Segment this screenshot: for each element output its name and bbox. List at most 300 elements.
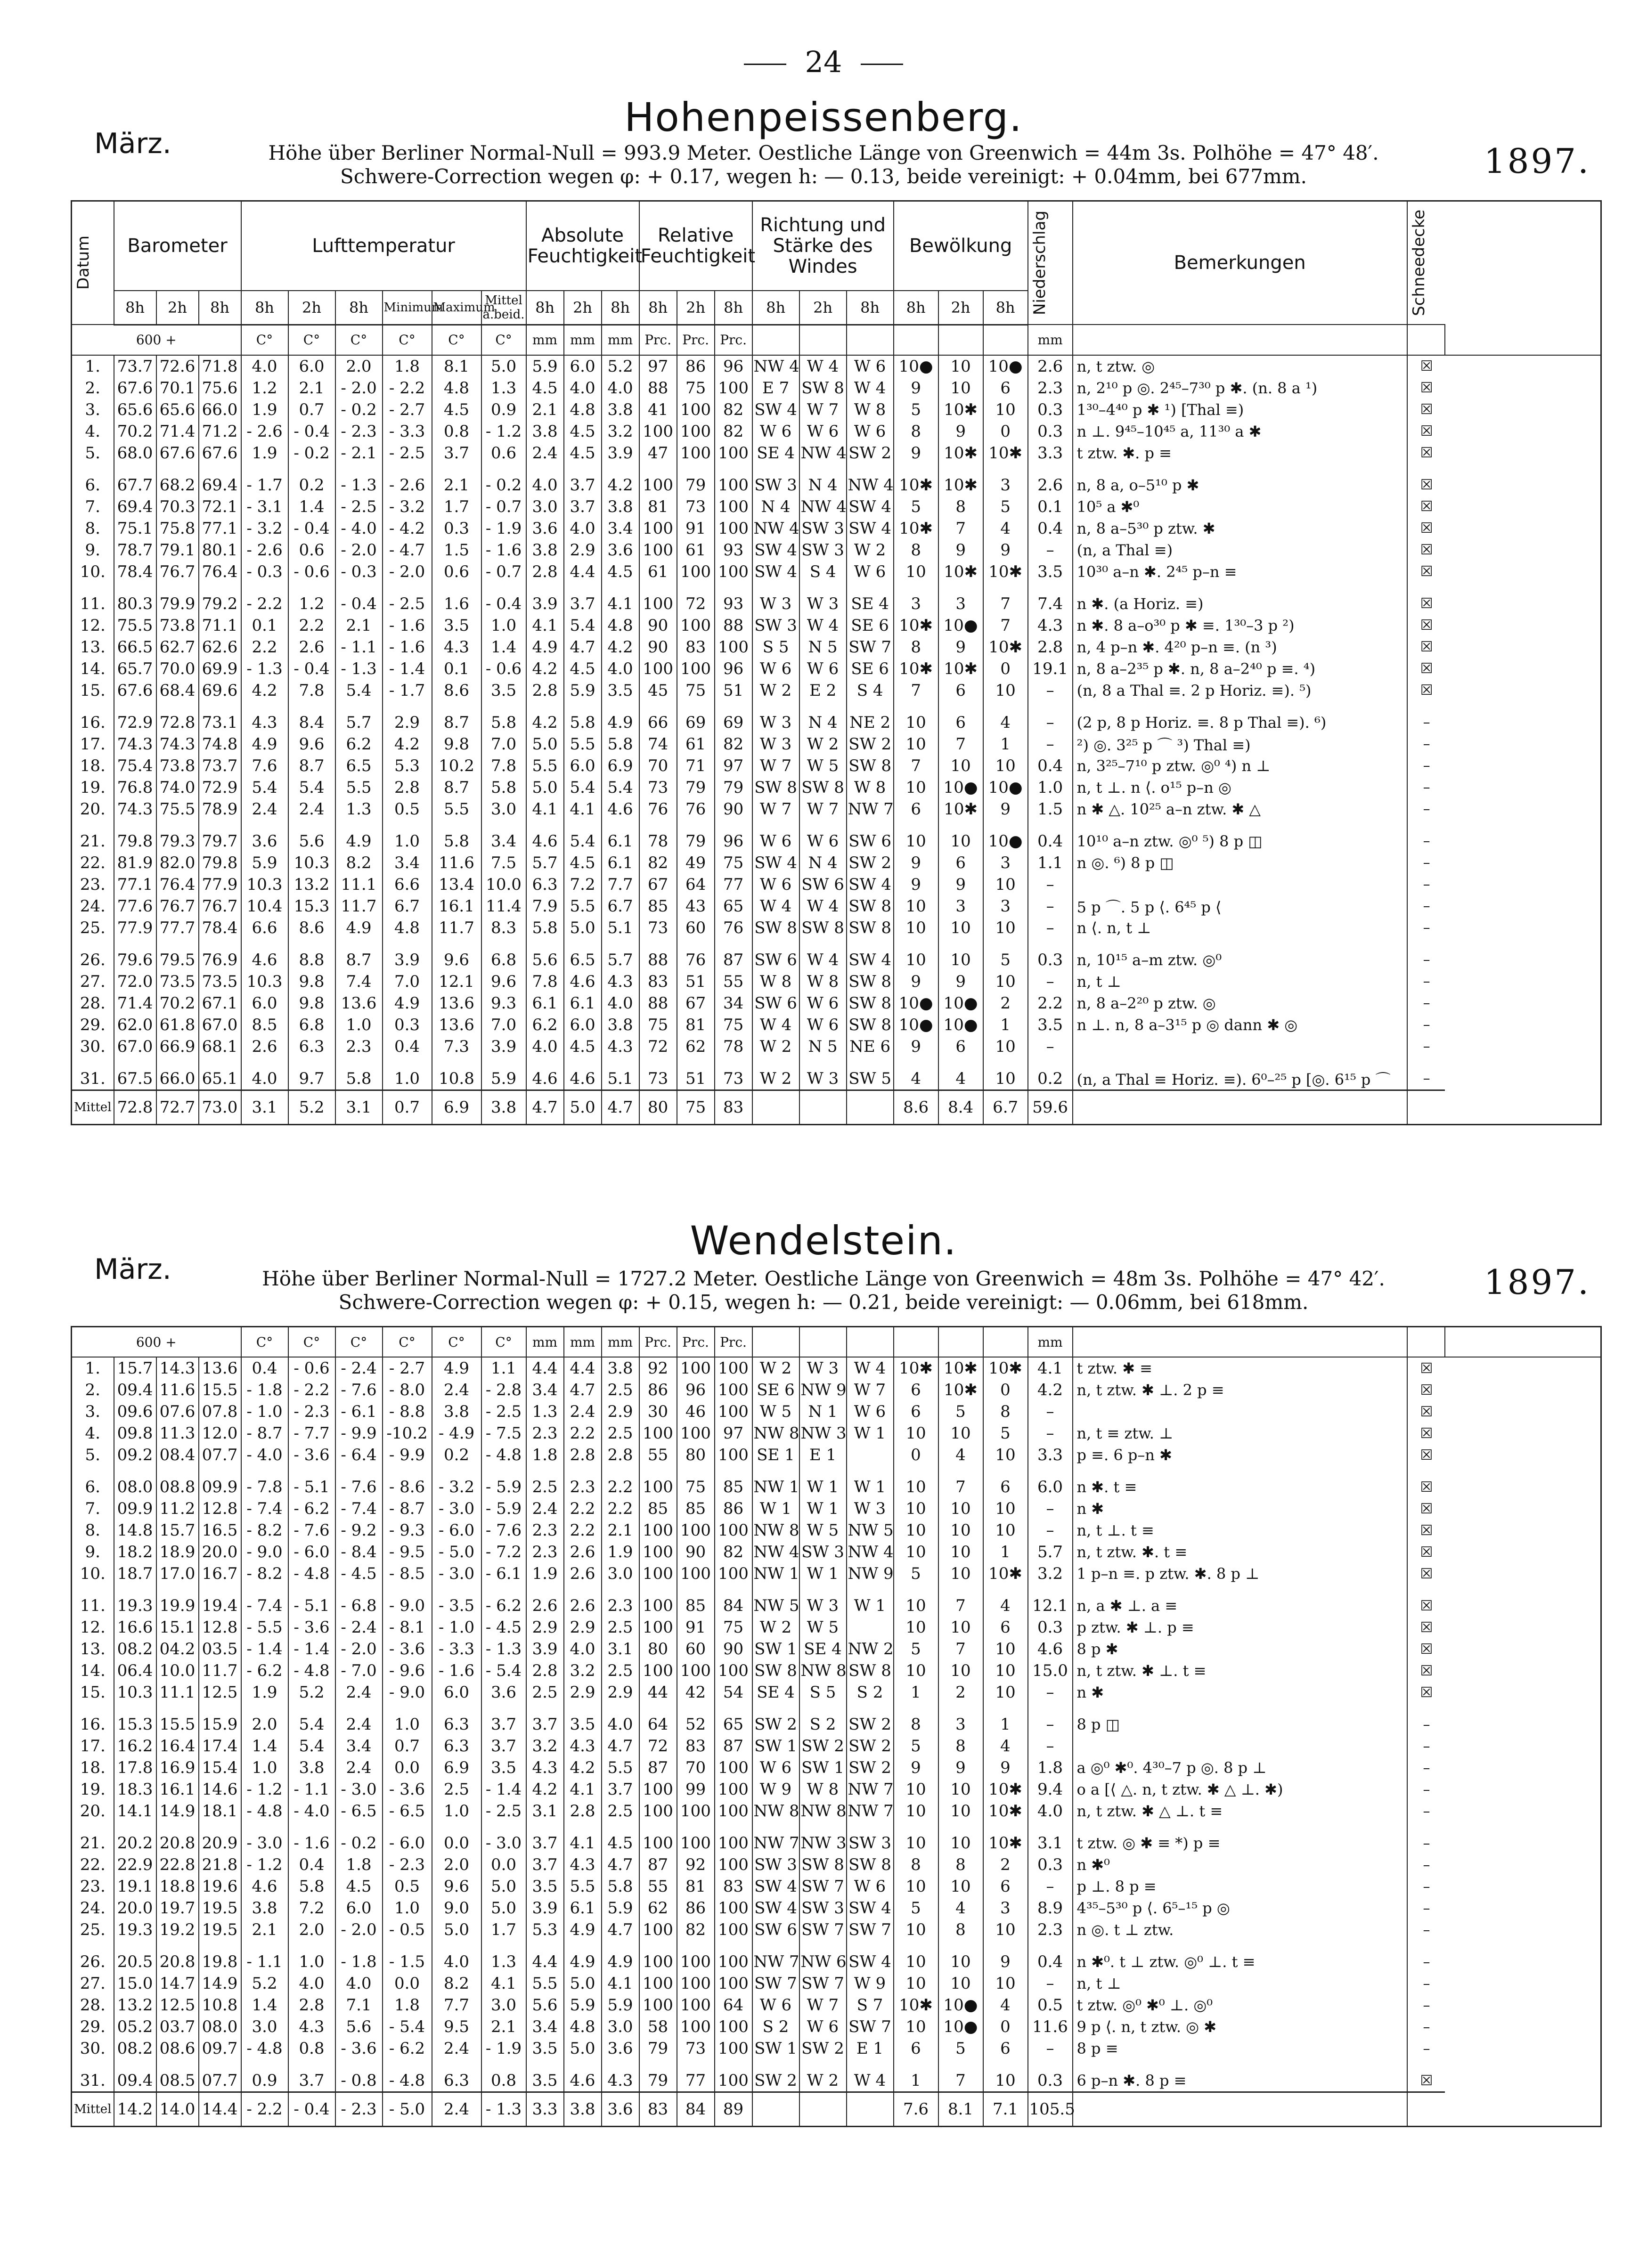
data-cell: W 5	[752, 1401, 799, 1423]
data-cell: W 6	[752, 421, 799, 442]
data-cell: S 2	[847, 1682, 894, 1703]
data-cell: 10✱	[938, 442, 983, 464]
data-cell: 2.9	[602, 1682, 639, 1703]
mean-cell: 83	[639, 2092, 677, 2127]
data-cell: 62	[677, 1036, 715, 1057]
gap-cell	[602, 1822, 639, 1832]
data-cell: 6.8	[288, 1014, 335, 1036]
data-cell: 7.2	[288, 1897, 335, 1919]
data-cell: 5	[894, 1563, 938, 1585]
data-cell: NE 6	[847, 1036, 894, 1057]
gap-cell	[847, 1941, 894, 1951]
data-cell: 2.	[72, 1379, 114, 1401]
data-cell: 8	[894, 539, 938, 561]
data-cell: 4.3	[1028, 615, 1073, 636]
mean-cell: 6.7	[983, 1090, 1028, 1124]
remark-cell: n ✱⁰	[1073, 1854, 1407, 1876]
mean-cell: Mittel	[72, 2092, 114, 2127]
data-cell: 52	[677, 1714, 715, 1735]
gap-cell	[1073, 939, 1407, 949]
data-cell: 82	[715, 421, 752, 442]
gap-cell	[1073, 1057, 1407, 1068]
data-cell: 4.1	[481, 1973, 526, 1994]
data-cell: - 2.0	[335, 1919, 383, 1941]
data-cell: 2.3	[1028, 1919, 1073, 1941]
data-cell: 67.1	[199, 992, 241, 1014]
gap-cell	[752, 2059, 799, 2070]
gap-cell	[1073, 1585, 1407, 1595]
data-cell: 1.8	[526, 1444, 564, 1466]
data-cell: 100	[677, 399, 715, 421]
data-cell: 5.9	[602, 1994, 639, 2016]
gap-cell	[799, 939, 847, 949]
data-cell: SW 8	[752, 777, 799, 798]
data-cell: 65	[715, 1714, 752, 1735]
data-cell: 90	[715, 798, 752, 820]
gap-cell	[114, 1822, 156, 1832]
data-cell: 5.8	[602, 733, 639, 755]
gap-cell	[715, 1585, 752, 1595]
data-cell: 90	[715, 1638, 752, 1660]
data-cell: 12.	[72, 1617, 114, 1638]
data-cell: SW 1	[752, 1638, 799, 1660]
data-cell: 4.0	[335, 1973, 383, 1994]
unit-cell: C°	[241, 1327, 288, 1358]
data-cell: - 1.4	[383, 658, 432, 680]
gap-cell	[894, 464, 938, 474]
data-cell: 2.8	[564, 1444, 602, 1466]
data-cell: 97	[715, 755, 752, 777]
data-cell: - 6.2	[481, 1595, 526, 1617]
data-cell: 3	[894, 593, 938, 615]
data-cell: - 6.1	[481, 1563, 526, 1585]
data-cell: 6	[983, 1617, 1028, 1638]
data-cell: 18.8	[156, 1876, 199, 1897]
mean-cell: 8.4	[938, 1090, 983, 1124]
data-cell: 30	[639, 1401, 677, 1423]
data-cell: 10	[983, 1682, 1028, 1703]
gap-cell	[432, 701, 481, 712]
data-cell: 22.	[72, 1854, 114, 1876]
snow-cell: ☒	[1407, 377, 1445, 399]
data-cell: - 0.4	[288, 658, 335, 680]
gap-cell	[241, 1057, 288, 1068]
data-cell: 100	[715, 2070, 752, 2092]
data-cell: W 2	[752, 1357, 799, 1379]
table-row	[72, 1014, 1601, 1036]
sub-head: 8h	[752, 291, 799, 325]
data-cell: 3.2	[1028, 1563, 1073, 1585]
data-cell: NE 2	[847, 712, 894, 733]
data-cell: 79.3	[156, 830, 199, 852]
data-cell: W 2	[752, 1036, 799, 1057]
data-cell: 87	[639, 1854, 677, 1876]
data-cell: NW 1	[752, 1563, 799, 1585]
data-cell: - 3.3	[432, 1638, 481, 1660]
data-cell: 4.0	[432, 1951, 481, 1973]
mean-cell: - 1.3	[481, 2092, 526, 2127]
data-cell: 22.9	[114, 1854, 156, 1876]
mean-cell: 7.6	[894, 2092, 938, 2127]
data-cell: 72	[639, 1735, 677, 1757]
gap-cell	[938, 1822, 983, 1832]
data-cell: 85	[639, 895, 677, 917]
data-cell: 3.5	[1028, 1014, 1073, 1036]
data-cell: 5.0	[564, 2038, 602, 2059]
data-cell: - 9.5	[383, 1541, 432, 1563]
data-cell: 73.5	[156, 971, 199, 992]
data-cell: - 2.0	[335, 377, 383, 399]
table-row	[72, 355, 1601, 377]
data-cell: 5.0	[564, 917, 602, 939]
data-cell: 16.7	[199, 1563, 241, 1585]
data-cell: 11.2	[156, 1498, 199, 1520]
gap-cell	[847, 1057, 894, 1068]
data-cell: 67.0	[199, 1014, 241, 1036]
data-cell: 22.8	[156, 1854, 199, 1876]
data-cell: 4.0	[602, 1714, 639, 1735]
gap-cell	[432, 939, 481, 949]
data-cell: 2.6	[1028, 355, 1073, 377]
data-cell: 4.3	[602, 1036, 639, 1057]
data-cell: 26.	[72, 1951, 114, 1973]
data-cell: 4.7	[602, 1919, 639, 1941]
data-cell: SW 4	[847, 518, 894, 539]
data-cell: NW 7	[847, 798, 894, 820]
data-cell: 91	[677, 1617, 715, 1638]
data-cell: - 9.9	[383, 1444, 432, 1466]
gap-cell	[241, 1703, 288, 1714]
gap-cell	[72, 1941, 114, 1951]
unit-cell	[983, 1327, 1028, 1358]
data-cell: 6	[983, 2038, 1028, 2059]
data-cell: SW 7	[847, 636, 894, 658]
data-cell: 100	[639, 421, 677, 442]
gap-cell	[752, 820, 799, 830]
data-cell: 3.8	[602, 496, 639, 518]
data-cell: W 6	[847, 1876, 894, 1897]
data-cell: 7.4	[335, 971, 383, 992]
table-row	[72, 1498, 1601, 1520]
data-cell: –	[1028, 1423, 1073, 1444]
data-cell: 7	[938, 2070, 983, 2092]
data-cell: 0.4	[383, 1036, 432, 1057]
gap-cell	[639, 1585, 677, 1595]
gap-cell	[156, 820, 199, 830]
data-cell: 10✱	[983, 1832, 1028, 1854]
col-head-barometer: Barometer	[114, 201, 241, 291]
data-cell: 4.1	[564, 1832, 602, 1854]
data-cell: 1.5	[432, 539, 481, 561]
data-cell: - 2.1	[335, 442, 383, 464]
snow-cell: –	[1407, 1068, 1445, 1090]
data-cell: 14.6	[199, 1779, 241, 1800]
data-cell: 10	[938, 1498, 983, 1520]
remark-cell: 8 p ✱	[1073, 1638, 1407, 1660]
data-cell: 2.6	[1028, 474, 1073, 496]
data-cell: 10	[938, 1832, 983, 1854]
data-cell: 10	[894, 1595, 938, 1617]
data-cell: - 5.1	[288, 1476, 335, 1498]
remark-cell: (2 p, 8 p Horiz. ≡. 8 p Thal ≡). ⁶)	[1073, 712, 1407, 733]
data-cell: 9	[894, 1757, 938, 1779]
data-cell: 10	[983, 755, 1028, 777]
data-cell: 93	[715, 539, 752, 561]
data-cell: 1.6	[432, 593, 481, 615]
observation-table-hohenpeissenberg	[71, 200, 1602, 1125]
data-cell: W 7	[799, 399, 847, 421]
gap-cell	[432, 1466, 481, 1476]
data-cell: 1.9	[526, 1563, 564, 1585]
data-cell: SW 7	[799, 1919, 847, 1941]
gap-cell	[383, 939, 432, 949]
data-cell: SW 4	[752, 852, 799, 874]
data-cell: 19.1	[1028, 658, 1073, 680]
data-cell: 100	[639, 1919, 677, 1941]
data-cell: - 3.6	[383, 1779, 432, 1800]
data-cell: NW 8	[752, 1520, 799, 1541]
data-cell: 5.6	[526, 949, 564, 971]
data-cell: 2.1	[241, 1919, 288, 1941]
data-cell: 10	[894, 1660, 938, 1682]
data-cell: 4.2	[526, 1779, 564, 1800]
data-cell: 79.6	[114, 949, 156, 971]
data-cell: - 1.0	[432, 1617, 481, 1638]
data-cell: 6.0	[1028, 1476, 1073, 1498]
data-cell: - 7.2	[481, 1541, 526, 1563]
data-cell: W 7	[752, 755, 799, 777]
data-cell: W 4	[847, 377, 894, 399]
data-cell: 61.8	[156, 1014, 199, 1036]
data-cell: - 6.2	[288, 1498, 335, 1520]
data-cell: 10	[938, 1423, 983, 1444]
data-cell: 3.	[72, 399, 114, 421]
gap-cell	[241, 1941, 288, 1951]
unit-cell: mm	[1028, 1327, 1073, 1358]
remark-cell: n ✱. t ≡	[1073, 1476, 1407, 1498]
data-cell: –	[1028, 2038, 1073, 2059]
gap-cell	[564, 701, 602, 712]
data-cell: - 0.8	[335, 2070, 383, 2092]
data-cell: 77.1	[114, 874, 156, 895]
data-cell: W 4	[847, 1357, 894, 1379]
data-cell: 5.8	[288, 1876, 335, 1897]
data-cell: 3.4	[526, 1379, 564, 1401]
data-cell: - 4.0	[241, 1444, 288, 1466]
data-cell: 0.3	[432, 518, 481, 539]
data-cell: 19.1	[114, 1876, 156, 1897]
data-cell: 0	[983, 2016, 1028, 2038]
unit-cell: Prc.	[639, 1327, 677, 1358]
data-cell: 10	[983, 1973, 1028, 1994]
gap-cell	[799, 1057, 847, 1068]
data-cell: 100	[677, 1800, 715, 1822]
data-cell: 10	[938, 1660, 983, 1682]
remark-cell: t ztw. ✱. p ≡	[1073, 442, 1407, 464]
gap-cell	[1407, 1822, 1445, 1832]
gap-cell	[894, 1466, 938, 1476]
unit-cell: Prc.	[715, 1327, 752, 1358]
data-cell: 2.8	[383, 777, 432, 798]
snow-cell: ☒	[1407, 518, 1445, 539]
data-cell: 4.2	[383, 733, 432, 755]
gap-cell	[938, 1466, 983, 1476]
gap-cell	[752, 464, 799, 474]
remark-cell: n, t ⊥. t ≡	[1073, 1520, 1407, 1541]
data-cell: 100	[639, 593, 677, 615]
data-cell: 0.3	[1028, 949, 1073, 971]
data-cell: 4.5	[526, 377, 564, 399]
data-cell: 10	[938, 1617, 983, 1638]
data-cell: W 6	[799, 830, 847, 852]
data-cell: 4.8	[383, 917, 432, 939]
data-cell: 0.5	[383, 1876, 432, 1897]
data-cell: 99	[677, 1779, 715, 1800]
data-cell: 11.6	[1028, 2016, 1073, 2038]
data-cell: 4.3	[564, 1854, 602, 1876]
data-cell: 7.3	[432, 1036, 481, 1057]
remark-cell: (n, 8 a Thal ≡. 2 p Horiz. ≡). ⁵)	[1073, 680, 1407, 701]
gap-cell	[432, 1585, 481, 1595]
data-cell: 61	[677, 539, 715, 561]
data-cell: 5.9	[481, 1068, 526, 1090]
data-cell: - 4.2	[383, 518, 432, 539]
data-cell: - 3.6	[335, 2038, 383, 2059]
mean-cell: 14.2	[114, 2092, 156, 2127]
data-cell: W 6	[799, 1014, 847, 1036]
unit-cell: C°	[335, 1327, 383, 1358]
data-cell: 3.5	[432, 615, 481, 636]
gap-cell	[481, 1057, 526, 1068]
data-cell: 7.6	[241, 755, 288, 777]
observation-table-wendelstein	[71, 1326, 1602, 2127]
data-cell: 75	[715, 1617, 752, 1638]
gap-cell	[1407, 1941, 1445, 1951]
col-head-wind: Richtung und Stärke des Windes	[752, 201, 894, 291]
data-cell: 4.3	[526, 1757, 564, 1779]
data-cell: 43	[677, 895, 715, 917]
data-cell: 13.6	[432, 1014, 481, 1036]
data-cell: 92	[677, 1854, 715, 1876]
gap-cell	[1407, 939, 1445, 949]
data-cell: 4.9	[241, 733, 288, 755]
data-cell: 6.9	[432, 1757, 481, 1779]
gap-cell	[481, 2059, 526, 2070]
col-head-lufttemp: Lufttemperatur	[241, 201, 526, 291]
data-cell: NW 4	[752, 355, 799, 377]
data-cell: - 1.4	[241, 1638, 288, 1660]
gap-cell	[847, 583, 894, 593]
gap-cell	[199, 1057, 241, 1068]
data-cell: 74.0	[156, 777, 199, 798]
gap-cell	[715, 820, 752, 830]
data-cell: NW 4	[847, 474, 894, 496]
data-cell: 2.4	[335, 1757, 383, 1779]
data-cell: 82	[715, 399, 752, 421]
data-cell: 2.5	[602, 1423, 639, 1444]
data-cell: 6.8	[481, 949, 526, 971]
data-cell: 76.9	[199, 949, 241, 971]
data-cell: 19.5	[199, 1897, 241, 1919]
gap-cell	[481, 1703, 526, 1714]
remark-cell: n, 8 a–2²⁰ p ztw. ◎	[1073, 992, 1407, 1014]
data-cell: 58	[639, 2016, 677, 2038]
data-cell: 0.1	[241, 615, 288, 636]
unit-cell	[1073, 1327, 1407, 1358]
remark-cell: o a [⟨ △. n, t ztw. ✱ △ ⊥. ✱)	[1073, 1779, 1407, 1800]
table-row	[72, 1563, 1601, 1585]
data-cell: 0.6	[432, 561, 481, 583]
data-cell: 8	[983, 1401, 1028, 1423]
data-cell: 10.3	[241, 874, 288, 895]
data-cell: 100	[715, 1379, 752, 1401]
col-head-schneedecke: Schneedecke	[1407, 201, 1445, 325]
data-cell: 15.9	[199, 1714, 241, 1735]
data-cell: 7.8	[481, 755, 526, 777]
data-cell: 82	[639, 852, 677, 874]
gap-cell	[799, 1703, 847, 1714]
data-cell: 100	[715, 518, 752, 539]
sub-head: Maximum	[432, 291, 481, 325]
table-row	[72, 377, 1601, 399]
data-cell: –	[1028, 1401, 1073, 1423]
data-cell: 8	[894, 636, 938, 658]
data-cell: 76.7	[156, 561, 199, 583]
table-row	[72, 2016, 1601, 2038]
gap-cell	[199, 464, 241, 474]
remark-cell: n ✱⁰. t ⊥ ztw. ◎⁰ ⊥. t ≡	[1073, 1951, 1407, 1973]
data-cell: 4.8	[564, 2016, 602, 2038]
gap-cell	[199, 820, 241, 830]
data-cell: 20.9	[199, 1832, 241, 1854]
gap-cell	[1028, 464, 1073, 474]
data-cell: 3	[938, 1714, 983, 1735]
data-cell: 16.4	[156, 1735, 199, 1757]
snow-cell: ☒	[1407, 1520, 1445, 1541]
data-cell: 19.3	[114, 1595, 156, 1617]
gap-cell	[938, 2059, 983, 2070]
data-cell: W 9	[752, 1779, 799, 1800]
snow-cell: ☒	[1407, 658, 1445, 680]
data-cell: 100	[715, 442, 752, 464]
remark-cell: 6 p–n ✱. 8 p ≡	[1073, 2070, 1407, 2092]
data-cell: 5.5	[564, 733, 602, 755]
remark-cell: n, t ⊥. n ⟨. o¹⁵ p–n ◎	[1073, 777, 1407, 798]
data-cell: 19.8	[199, 1951, 241, 1973]
gap-cell	[481, 464, 526, 474]
data-cell: 4.8	[602, 615, 639, 636]
data-cell: 1.7	[432, 496, 481, 518]
data-cell: 100	[677, 1832, 715, 1854]
data-cell: - 7.4	[335, 1498, 383, 1520]
gap-cell	[894, 939, 938, 949]
data-cell: 17.8	[114, 1757, 156, 1779]
data-cell: 3.8	[526, 539, 564, 561]
snow-cell: –	[1407, 1735, 1445, 1757]
snow-cell: ☒	[1407, 1617, 1445, 1638]
data-cell: 04.2	[156, 1638, 199, 1660]
data-cell: 11.	[72, 593, 114, 615]
data-cell: 69.6	[199, 680, 241, 701]
data-cell: 15.0	[114, 1973, 156, 1994]
remark-cell: n, 2¹⁰ p ◎. 2⁴⁵–7³⁰ p ✱. (n. 8 a ¹)	[1073, 377, 1407, 399]
data-cell: 70.2	[114, 421, 156, 442]
data-cell: 72.6	[156, 355, 199, 377]
data-cell: 2.9	[564, 539, 602, 561]
gap-cell	[114, 1941, 156, 1951]
data-cell: W 3	[752, 712, 799, 733]
data-cell: 62.7	[156, 636, 199, 658]
